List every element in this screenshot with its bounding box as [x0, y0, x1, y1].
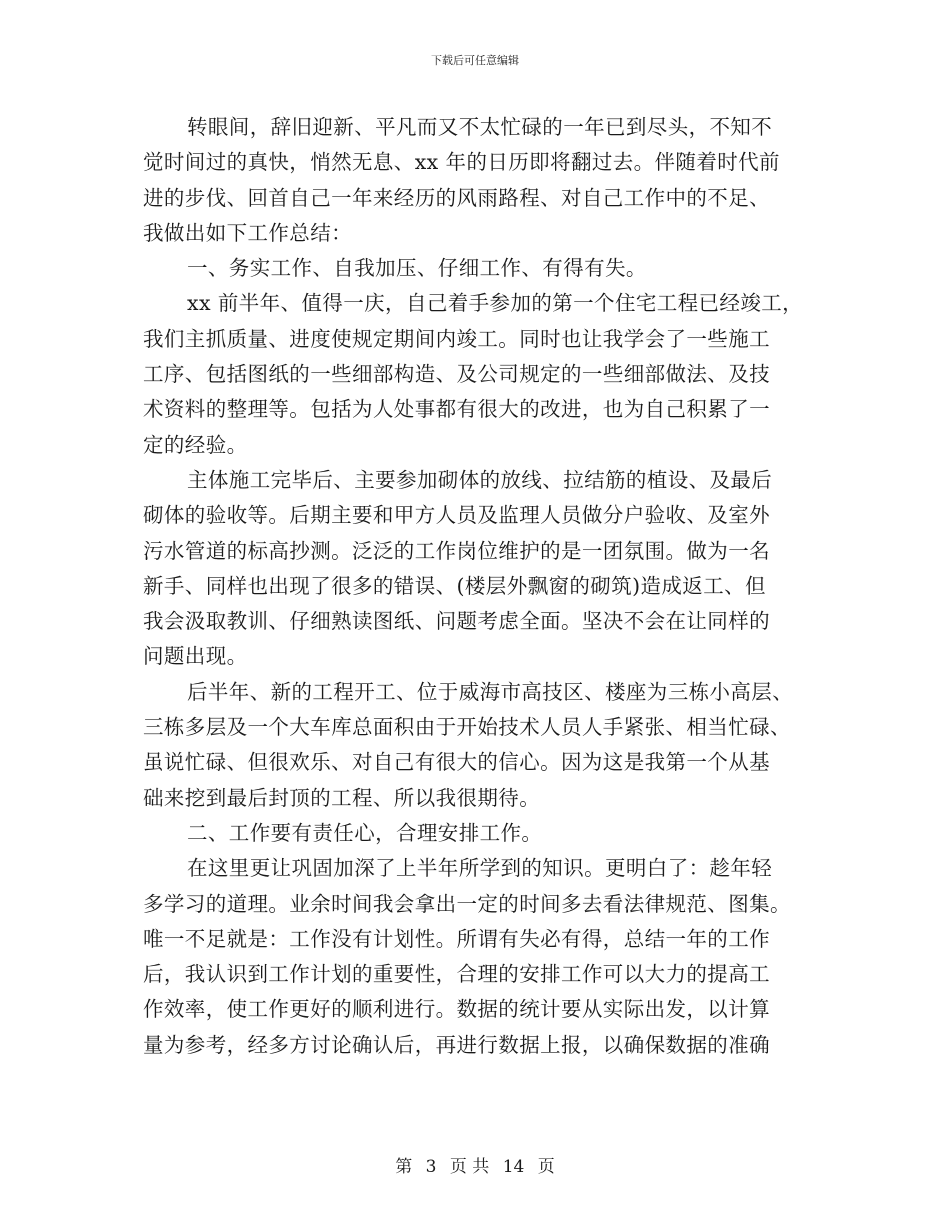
text-line: 我们主抓质量、进度使规定期间内竣工。同时也让我学会了一些施工	[143, 326, 770, 351]
text-line: 唯一不足就是：工作没有计划性。所谓有失必有得，总结一年的工作	[143, 926, 770, 951]
text-line: 转眼间，辞旧迎新、平凡而又不太忙碌的一年已到尽头，不知不	[187, 115, 773, 139]
text-line: 砌体的验收等。后期主要和甲方人员及监理人员做分户验收、及室外	[143, 503, 770, 528]
text-line: 定的经验。	[143, 432, 248, 457]
page-footer	[0, 1152, 950, 1177]
footer-suffix: 页	[537, 1157, 555, 1177]
text-line: 觉时间过的真快，悄然无息、xx 年的日历即将翻过去。伴随着时代前	[143, 150, 780, 175]
text-line: 二、工作要有责任心，合理安排工作。	[187, 820, 543, 845]
text-line: 主体施工完毕后、主要参加砌体的放线、拉结筋的植设、及最后	[187, 467, 773, 492]
text-line: 量为参考，经多方讨论确认后，再进行数据上报，以确保数据的准确	[143, 1032, 770, 1057]
footer-page-number: 3	[425, 1157, 437, 1177]
text-line: 后半年、新的工程开工、位于威海市高技区、楼座为三栋小高层、	[187, 679, 794, 704]
text-line: 虽说忙碌、但很欢乐、对自己有很大的信心。因为这是我第一个从基	[143, 750, 770, 775]
text-line: xx 前半年、值得一庆，自己着手参加的第一个住宅工程已经竣工，	[187, 291, 804, 316]
text-line: 进的步伐、回首自己一年来经历的风雨路程、对自己工作中的不足、	[143, 185, 770, 210]
text-line: 三栋多层及一个大车库总面积由于开始技术人员人手紧张、相当忙碌、	[143, 715, 791, 740]
text-line: 术资料的整理等。包括为人处事都有很大的改进，也为自己积累了一	[143, 397, 770, 422]
footer-prefix: 第	[395, 1157, 413, 1177]
text-line: 一、务实工作、自我加压、仔细工作、有得有失。	[187, 256, 647, 281]
text-line: 后，我认识到工作计划的重要性，合理的安排工作可以大力的提高工	[143, 962, 770, 987]
text-line: 我做出如下工作总结：	[143, 220, 352, 245]
text-line: 工序、包括图纸的一些细部构造、及公司规定的一些细部做法、及技	[143, 362, 770, 387]
text-line: 问题出现。	[143, 644, 248, 669]
text-line: 作效率，使工作更好的顺利进行。数据的统计要从实际出发，以计算	[143, 997, 770, 1022]
document-body	[143, 110, 808, 1063]
text-line: 新手、同样也出现了很多的错误、(楼层外飘窗的砌筑)造成返工、但	[143, 573, 766, 598]
text-line: 多学习的道理。业余时间我会拿出一定的时间多去看法律规范、图集。	[143, 891, 791, 916]
page-header: 下载后可任意编辑	[431, 54, 519, 67]
footer-mid: 页 共	[449, 1157, 490, 1177]
text-line: 污水管道的标高抄测。泛泛的工作岗位维护的是一团氛围。做为一名	[143, 538, 770, 563]
text-line: 在这里更让巩固加深了上半年所学到的知识。更明白了：趁年轻	[187, 856, 773, 881]
text-line: 我会汲取教训、仔细熟读图纸、问题考虑全面。坚决不会在让同样的	[143, 609, 770, 634]
text-line: 础来挖到最后封顶的工程、所以我很期待。	[143, 785, 541, 810]
footer-total-pages: 14	[502, 1157, 525, 1177]
